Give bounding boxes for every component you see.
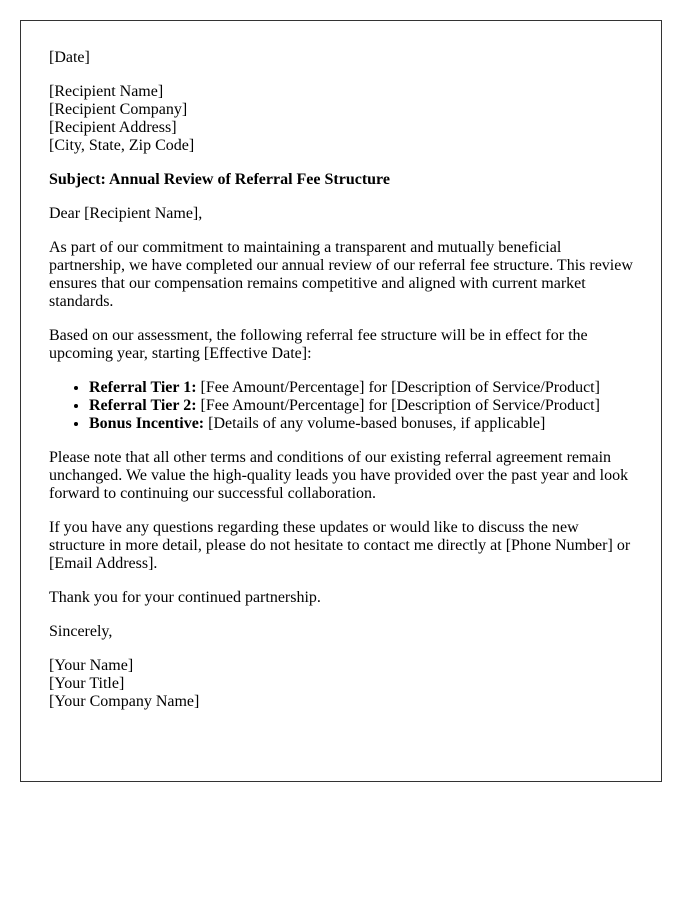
fee-item-label: Referral Tier 1:	[89, 379, 197, 396]
recipient-company: [Recipient Company]	[49, 101, 188, 118]
recipient-name: [Recipient Name]	[49, 83, 164, 100]
fee-item-text: [Fee Amount/Percentage] for [Description of Service/Product]	[196, 397, 600, 414]
intro-paragraph: As part of our commitment to maintaining a transparent and mutually beneficial partnership, we have completed our annual review of our referral fee structure. This review ensures that our compensation remains competitive and aligned with current market standards.	[49, 239, 633, 310]
thanks-paragraph: Thank you for your continued partnership.	[49, 589, 321, 606]
fee-item-tier-1	[89, 379, 633, 397]
contact-paragraph: If you have any questions regarding these updates or would like to discuss the new structure in more detail, please do not hesitate to contact me directly at [Phone Number] or [Email Address].	[49, 519, 631, 572]
note-paragraph: Please note that all other terms and conditions of our existing referral agreement remain unchanged. We value the high-quality leads you have provided over the past year and look forward to continuing our successful collaboration.	[49, 449, 629, 502]
subject-line: Subject: Annual Review of Referral Fee Structure	[49, 171, 390, 188]
sender-company: [Your Company Name]	[49, 693, 200, 710]
recipient-city-state-zip: [City, State, Zip Code]	[49, 137, 195, 154]
date: [Date]	[49, 49, 90, 66]
fee-item-label: Bonus Incentive:	[89, 415, 205, 432]
fee-item-label: Referral Tier 2:	[89, 397, 197, 414]
fee-structure-list	[49, 379, 633, 433]
letter	[20, 20, 662, 782]
fee-item-text: [Fee Amount/Percentage] for [Description of Service/Product]	[196, 379, 600, 396]
fee-item-text: [Details of any volume-based bonuses, if applicable]	[204, 415, 546, 432]
signature-block	[49, 657, 633, 711]
assessment-paragraph: Based on our assessment, the following referral fee structure will be in effect for the upcoming year, starting [Effective Date]:	[49, 327, 588, 362]
closing: Sincerely,	[49, 623, 113, 640]
recipient-block	[49, 83, 633, 155]
fee-item-bonus	[89, 415, 633, 433]
sender-title: [Your Title]	[49, 675, 125, 692]
fee-item-tier-2	[89, 397, 633, 415]
sender-name: [Your Name]	[49, 657, 134, 674]
salutation: Dear [Recipient Name],	[49, 205, 203, 222]
recipient-address: [Recipient Address]	[49, 119, 177, 136]
